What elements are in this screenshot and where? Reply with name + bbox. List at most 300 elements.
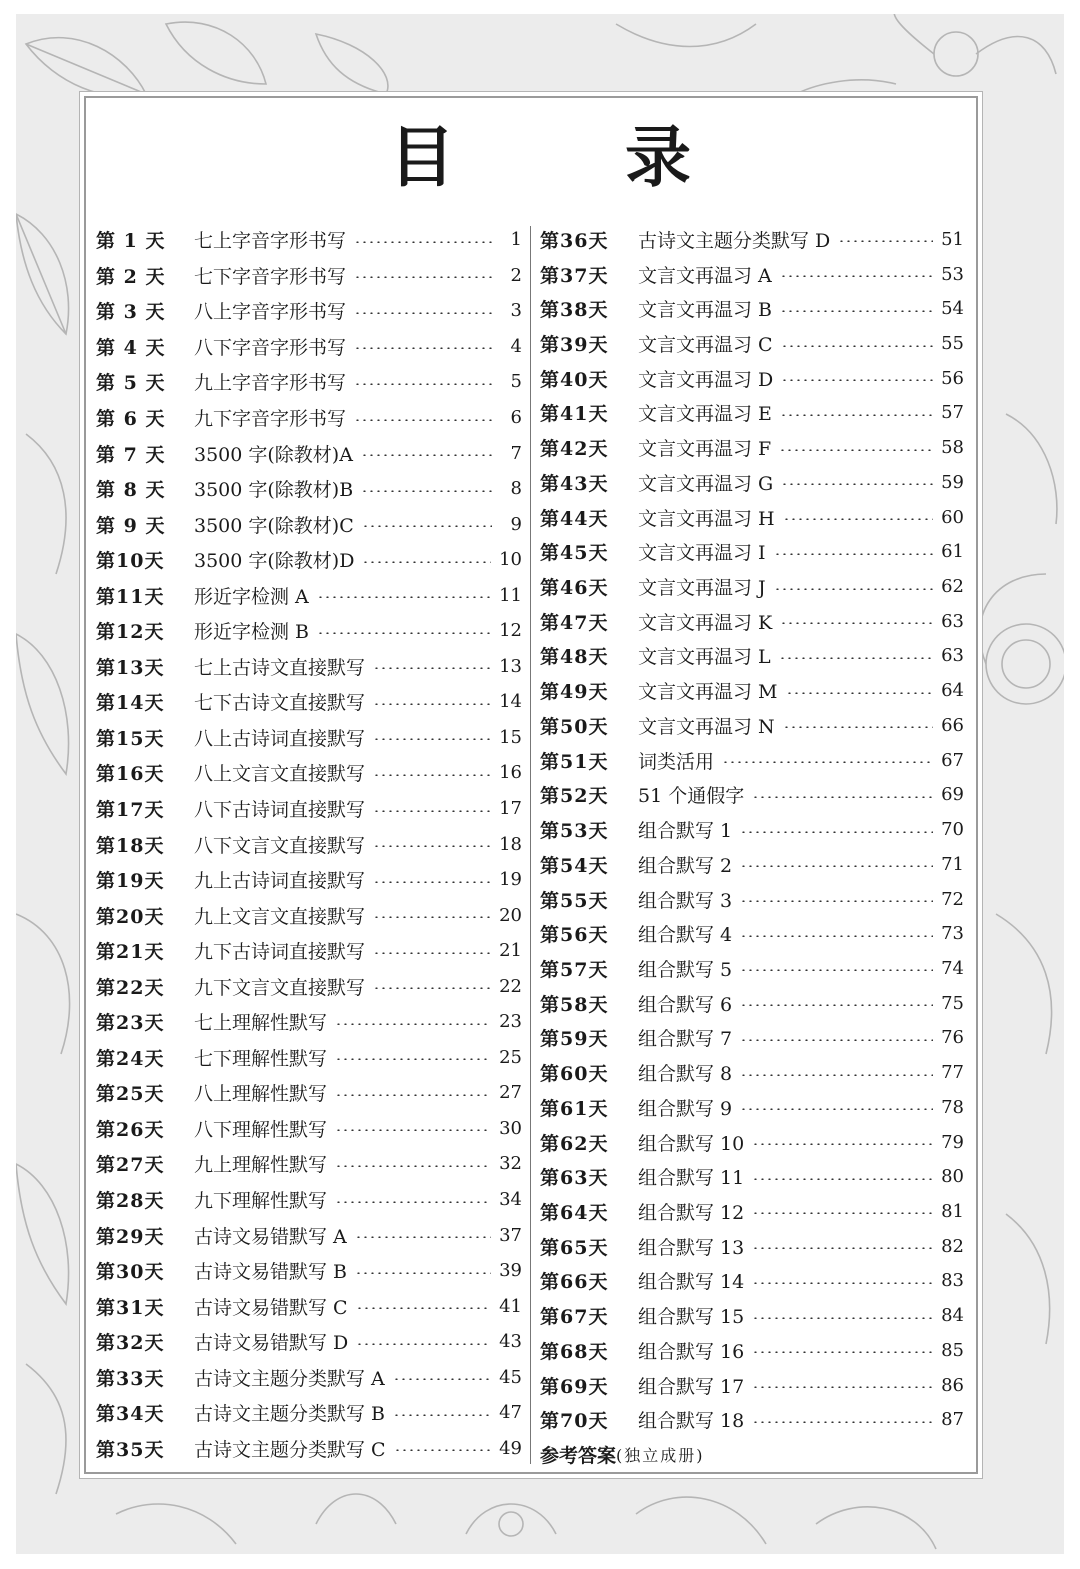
toc-leader-dots <box>373 987 491 989</box>
toc-leader-dots <box>373 810 491 812</box>
toc-title: 组合默写 4 <box>638 924 733 947</box>
toc-title: 九下理解性默写 <box>194 1190 328 1213</box>
toc-leader-dots <box>752 1143 933 1145</box>
contents-column-left <box>96 222 522 1466</box>
toc-leader-dots <box>335 1058 491 1060</box>
answer-label: 参考答案 <box>540 1444 617 1467</box>
toc-entry[interactable] <box>540 326 964 361</box>
toc-day: 第 2 天 <box>96 265 166 288</box>
toc-entry[interactable] <box>96 542 522 578</box>
toc-day: 第12天 <box>96 621 165 644</box>
toc-entry[interactable] <box>540 222 964 257</box>
toc-title: 形近字检测 B <box>194 621 310 644</box>
toc-leader-dots <box>740 865 933 867</box>
toc-leader-dots <box>335 1165 491 1167</box>
toc-leader-dots <box>740 1039 933 1041</box>
toc-page-number: 55 <box>941 333 964 355</box>
toc-leader-dots <box>356 1343 491 1345</box>
toc-day: 第20天 <box>96 905 165 928</box>
toc-page-number: 66 <box>941 714 964 736</box>
toc-leader-dots <box>354 276 492 278</box>
toc-entry[interactable] <box>540 1125 964 1160</box>
toc-day: 第54天 <box>540 854 609 877</box>
toc-title: 七上理解性默写 <box>194 1012 328 1035</box>
toc-page-number: 82 <box>941 1235 964 1257</box>
toc-page-number: 19 <box>499 869 522 891</box>
toc-entry[interactable] <box>540 396 964 431</box>
toc-leader-dots <box>722 761 933 763</box>
toc-title: 3500 字(除教材)C <box>194 514 354 537</box>
toc-entry[interactable] <box>540 986 964 1021</box>
toc-leader-dots <box>779 449 933 451</box>
toc-leader-dots <box>780 275 933 277</box>
toc-title: 组合默写 14 <box>638 1271 745 1294</box>
toc-page-number: 9 <box>510 513 522 535</box>
toc-page-number: 59 <box>941 471 964 493</box>
toc-day: 第32天 <box>96 1332 165 1355</box>
toc-page-number: 63 <box>941 610 964 632</box>
toc-page-number: 22 <box>499 975 522 997</box>
toc-page-number: 58 <box>941 437 964 459</box>
toc-day: 第28天 <box>96 1190 165 1213</box>
toc-leader-dots <box>752 1247 933 1249</box>
toc-leader-dots <box>740 1108 933 1110</box>
toc-title: 组合默写 15 <box>638 1306 745 1329</box>
toc-title: 七下字音字形书写 <box>194 265 347 288</box>
toc-title: 九下字音字形书写 <box>194 408 347 430</box>
column-divider <box>530 226 531 1464</box>
toc-page-number: 10 <box>499 549 522 571</box>
toc-leader-dots <box>373 703 491 705</box>
toc-day: 第58天 <box>540 993 609 1016</box>
toc-leader-dots <box>335 1129 491 1131</box>
toc-leader-dots <box>335 1023 491 1025</box>
toc-page-number: 45 <box>499 1366 522 1388</box>
toc-title: 文言文再温习 F <box>638 438 772 461</box>
toc-leader-dots <box>354 347 492 349</box>
toc-entry[interactable] <box>96 1288 522 1324</box>
toc-leader-dots <box>752 1282 933 1284</box>
toc-day: 第 9 天 <box>96 514 166 537</box>
toc-title: 文言文再温习 J <box>638 577 766 600</box>
toc-entry[interactable] <box>96 862 522 898</box>
toc-leader-dots <box>373 738 491 740</box>
toc-day: 第65天 <box>540 1236 609 1259</box>
toc-page-number: 37 <box>499 1224 522 1246</box>
toc-page-number: 78 <box>941 1096 964 1118</box>
toc-title: 九上理解性默写 <box>194 1154 328 1177</box>
toc-entry[interactable] <box>540 639 964 674</box>
toc-entry[interactable] <box>96 329 522 365</box>
toc-entry[interactable] <box>540 1333 964 1368</box>
toc-title: 七上字音字形书写 <box>194 230 347 253</box>
toc-page-number: 61 <box>941 541 964 563</box>
toc-day: 第15天 <box>96 727 165 750</box>
toc-day: 第68天 <box>540 1340 609 1363</box>
toc-entry[interactable] <box>540 708 964 743</box>
toc-leader-dots <box>361 454 492 456</box>
toc-title: 八下字音字形书写 <box>194 336 347 359</box>
toc-title: 文言文再温习 H <box>638 507 775 530</box>
toc-entry[interactable] <box>540 500 964 535</box>
toc-entry[interactable] <box>96 293 522 329</box>
toc-entry[interactable] <box>540 1298 964 1333</box>
toc-page-number: 84 <box>941 1305 964 1327</box>
toc-title: 组合默写 10 <box>638 1132 745 1155</box>
toc-entry[interactable] <box>540 951 964 986</box>
toc-page-number: 30 <box>499 1117 522 1139</box>
toc-entry[interactable] <box>540 604 964 639</box>
toc-leader-dots <box>355 1236 491 1238</box>
toc-entry[interactable] <box>540 291 964 326</box>
toc-entry[interactable] <box>96 1004 522 1040</box>
toc-leader-dots <box>317 632 491 634</box>
toc-entry[interactable] <box>540 1090 964 1125</box>
toc-leader-dots <box>838 240 933 242</box>
toc-day: 第59天 <box>540 1028 609 1051</box>
toc-leader-dots <box>780 310 933 312</box>
toc-leader-dots <box>317 596 491 598</box>
toc-title: 古诗文易错默写 C <box>194 1296 348 1319</box>
toc-entry[interactable] <box>540 1402 964 1437</box>
toc-day: 第61天 <box>540 1097 609 1120</box>
toc-title: 组合默写 1 <box>638 820 733 843</box>
toc-day: 第47天 <box>540 611 609 634</box>
toc-leader-dots <box>752 1178 933 1180</box>
toc-entry[interactable] <box>96 933 522 969</box>
toc-entry[interactable] <box>96 649 522 685</box>
toc-day: 第17天 <box>96 799 165 822</box>
toc-title: 八下古诗词直接默写 <box>194 799 366 822</box>
toc-leader-dots <box>752 796 933 798</box>
toc-leader-dots <box>752 1212 933 1214</box>
toc-entry[interactable] <box>540 465 964 500</box>
toc-day: 第52天 <box>540 785 609 808</box>
toc-day: 第36天 <box>540 229 609 252</box>
toc-page-number: 6 <box>510 407 522 428</box>
toc-title: 组合默写 18 <box>638 1410 745 1433</box>
toc-entry[interactable] <box>96 435 522 471</box>
toc-title: 文言文再温习 C <box>638 334 773 357</box>
toc-title: 组合默写 3 <box>638 889 733 912</box>
toc-title: 古诗文易错默写 D <box>194 1332 349 1355</box>
toc-title: 八上理解性默写 <box>194 1083 328 1106</box>
toc-page-number: 81 <box>941 1200 964 1222</box>
toc-day: 第39天 <box>540 334 609 357</box>
toc-day: 第69天 <box>540 1375 609 1398</box>
toc-entry[interactable] <box>540 847 964 882</box>
toc-leader-dots <box>354 312 492 314</box>
toc-entry[interactable] <box>540 1229 964 1264</box>
toc-entry[interactable] <box>96 471 522 507</box>
toc-page-number: 23 <box>499 1011 522 1033</box>
toc-page-number: 54 <box>941 298 964 320</box>
toc-day: 第53天 <box>540 820 609 843</box>
toc-title: 古诗文易错默写 A <box>194 1225 347 1248</box>
toc-title: 七下理解性默写 <box>194 1047 328 1070</box>
toc-page-number: 87 <box>941 1409 964 1431</box>
toc-page-number: 64 <box>941 680 964 702</box>
toc-page-number: 13 <box>499 655 522 677</box>
toc-entry[interactable] <box>96 1217 522 1253</box>
toc-leader-dots <box>781 379 933 381</box>
toc-leader-dots <box>373 667 491 669</box>
toc-entry[interactable] <box>540 673 964 708</box>
toc-title: 八上文言文直接默写 <box>194 763 366 786</box>
toc-day: 第67天 <box>540 1306 609 1329</box>
toc-entry[interactable] <box>96 1146 522 1182</box>
toc-entry[interactable] <box>540 812 964 847</box>
toc-entry[interactable] <box>540 257 964 292</box>
toc-leader-dots <box>393 1378 491 1380</box>
toc-leader-dots <box>774 553 934 555</box>
toc-page-number: 3 <box>510 300 522 322</box>
toc-page-number: 51 <box>941 228 964 250</box>
toc-day: 第66天 <box>540 1271 609 1294</box>
toc-day: 第14天 <box>96 692 165 715</box>
toc-page-number: 49 <box>499 1437 522 1459</box>
toc-title: 九上古诗词直接默写 <box>194 870 366 893</box>
toc-page-number: 15 <box>499 726 522 748</box>
toc-title: 九下文言文直接默写 <box>194 976 366 999</box>
toc-day: 第70天 <box>540 1410 609 1433</box>
toc-entry[interactable] <box>540 778 964 813</box>
toc-page-number: 1 <box>510 229 522 251</box>
toc-entry[interactable] <box>96 400 522 436</box>
toc-entry[interactable] <box>540 361 964 396</box>
toc-page-number: 5 <box>510 371 522 393</box>
toc-title: 文言文再温习 G <box>638 472 774 495</box>
toc-day: 第24天 <box>96 1047 165 1070</box>
toc-day: 第35天 <box>96 1438 165 1461</box>
toc-title: 九上字音字形书写 <box>194 372 347 395</box>
toc-leader-dots <box>393 1414 491 1416</box>
toc-page-number: 67 <box>941 749 964 771</box>
answer-note: (独立成册) <box>616 1445 705 1465</box>
toc-entry[interactable] <box>96 1360 522 1396</box>
toc-day: 第18天 <box>96 834 165 857</box>
toc-page-number: 18 <box>499 833 522 855</box>
toc-entry[interactable] <box>96 577 522 613</box>
toc-title: 组合默写 7 <box>638 1028 733 1051</box>
toc-day: 第55天 <box>540 889 609 912</box>
toc-day: 第48天 <box>540 646 609 669</box>
toc-leader-dots <box>781 483 933 485</box>
toc-day: 第19天 <box>96 870 165 893</box>
toc-title: 九上文言文直接默写 <box>194 905 366 928</box>
toc-page-number: 11 <box>499 584 522 606</box>
toc-page-number: 21 <box>499 940 522 962</box>
toc-leader-dots <box>740 831 933 833</box>
toc-day: 第22天 <box>96 976 165 999</box>
toc-leader-dots <box>394 1449 492 1451</box>
toc-entry[interactable] <box>540 743 964 778</box>
toc-leader-dots <box>786 692 934 694</box>
toc-day: 第50天 <box>540 715 609 738</box>
toc-entry[interactable] <box>96 791 522 827</box>
toc-page-number: 47 <box>499 1402 522 1424</box>
toc-entry[interactable] <box>96 1040 522 1076</box>
toc-day: 第40天 <box>540 368 609 391</box>
toc-leader-dots <box>335 1201 491 1203</box>
toc-day: 第45天 <box>540 542 609 565</box>
toc-day: 第21天 <box>96 941 165 964</box>
toc-title: 3500 字(除教材)B <box>194 479 354 502</box>
toc-leader-dots <box>373 916 491 918</box>
toc-entry[interactable] <box>96 222 522 258</box>
toc-leader-dots <box>373 845 491 847</box>
toc-page-number: 34 <box>499 1189 522 1211</box>
toc-page-number: 74 <box>941 957 964 979</box>
toc-day: 第37天 <box>540 264 609 287</box>
toc-title: 文言文再温习 D <box>638 368 774 391</box>
toc-leader-dots <box>373 952 491 954</box>
toc-title: 八上字音字形书写 <box>194 301 347 324</box>
toc-entry[interactable] <box>540 430 964 465</box>
toc-entry[interactable] <box>96 720 522 756</box>
toc-page-number: 70 <box>941 819 964 841</box>
toc-day: 第49天 <box>540 681 609 704</box>
toc-entry[interactable] <box>96 1075 522 1111</box>
toc-title: 组合默写 9 <box>638 1097 733 1120</box>
toc-leader-dots <box>354 419 492 421</box>
toc-entry[interactable] <box>96 1253 522 1289</box>
toc-page-number: 39 <box>499 1260 522 1282</box>
toc-page-number: 20 <box>499 904 522 926</box>
toc-entry[interactable] <box>540 916 964 951</box>
toc-title: 形近字检测 A <box>194 585 309 608</box>
toc-entry[interactable] <box>96 897 522 933</box>
toc-leader-dots <box>783 726 933 728</box>
toc-page-number: 14 <box>499 691 522 713</box>
toc-entry[interactable] <box>540 1368 964 1403</box>
toc-entry[interactable] <box>96 506 522 542</box>
toc-entry[interactable] <box>96 968 522 1004</box>
toc-day: 第 7 天 <box>96 443 166 466</box>
toc-title: 组合默写 13 <box>638 1236 745 1259</box>
toc-page-number: 60 <box>941 506 964 528</box>
toc-title: 组合默写 16 <box>638 1340 745 1363</box>
toc-entry[interactable] <box>96 1111 522 1147</box>
toc-day: 第34天 <box>96 1403 165 1426</box>
toc-day: 第43天 <box>540 472 609 495</box>
toc-title: 文言文再温习 A <box>638 264 772 287</box>
toc-entry[interactable] <box>96 258 522 294</box>
toc-page-number: 80 <box>941 1166 964 1188</box>
toc-day: 第63天 <box>540 1167 609 1190</box>
toc-title: 古诗文易错默写 B <box>194 1261 348 1284</box>
toc-title: 九下古诗词直接默写 <box>194 941 366 964</box>
toc-page-number: 16 <box>499 762 522 784</box>
toc-entry[interactable] <box>96 684 522 720</box>
toc-leader-dots <box>783 518 933 520</box>
toc-title: 文言文再温习 B <box>638 299 773 322</box>
toc-day: 第 1 天 <box>96 230 166 253</box>
toc-day: 第13天 <box>96 656 165 679</box>
toc-page-number: 4 <box>510 335 522 357</box>
toc-page-number: 27 <box>499 1082 522 1104</box>
toc-entry[interactable] <box>96 826 522 862</box>
toc-entry[interactable] <box>96 613 522 649</box>
toc-leader-dots <box>780 622 933 624</box>
toc-entry[interactable] <box>96 1431 522 1467</box>
toc-entry[interactable] <box>540 1264 964 1299</box>
toc-day: 第16天 <box>96 763 165 786</box>
toc-title: 组合默写 17 <box>638 1375 745 1398</box>
toc-page-number: 57 <box>941 402 964 424</box>
toc-title: 八上古诗词直接默写 <box>194 727 366 750</box>
toc-page-number: 25 <box>499 1046 522 1068</box>
toc-leader-dots <box>361 490 492 492</box>
toc-page-number: 77 <box>941 1062 964 1084</box>
toc-leader-dots <box>362 561 491 563</box>
toc-entry[interactable] <box>540 1159 964 1194</box>
toc-entry[interactable] <box>96 1324 522 1360</box>
toc-day: 第64天 <box>540 1201 609 1224</box>
toc-leader-dots <box>752 1421 933 1423</box>
toc-day: 第11天 <box>96 585 165 608</box>
toc-entry[interactable] <box>540 1021 964 1056</box>
toc-day: 第46天 <box>540 577 609 600</box>
toc-entry[interactable] <box>96 755 522 791</box>
toc-day: 第 3 天 <box>96 301 166 324</box>
toc-title: 古诗文主题分类默写 B <box>194 1403 386 1426</box>
toc-day: 第38天 <box>540 299 609 322</box>
toc-title: 八下文言文直接默写 <box>194 834 366 857</box>
toc-page-number: 86 <box>941 1374 964 1396</box>
toc-entry[interactable] <box>96 1182 522 1218</box>
toc-leader-dots <box>752 1386 933 1388</box>
toc-leader-dots <box>740 900 933 902</box>
toc-entry[interactable] <box>96 1395 522 1431</box>
toc-leader-dots <box>779 657 933 659</box>
toc-title: 文言文再温习 N <box>638 715 775 738</box>
toc-page-number: 56 <box>941 367 964 389</box>
toc-entry[interactable] <box>540 1055 964 1090</box>
toc-day: 第56天 <box>540 924 609 947</box>
toc-title: 文言文再温习 I <box>638 542 766 565</box>
toc-day: 第57天 <box>540 958 609 981</box>
toc-day: 第33天 <box>96 1367 165 1390</box>
toc-title: 51 个通假字 <box>638 785 745 808</box>
toc-title: 组合默写 2 <box>638 854 733 877</box>
toc-day: 第51天 <box>540 750 609 773</box>
toc-day: 第60天 <box>540 1063 609 1086</box>
toc-title: 3500 字(除教材)D <box>194 550 355 573</box>
toc-page-number: 62 <box>941 576 964 598</box>
toc-entry[interactable] <box>540 882 964 917</box>
toc-day: 第25天 <box>96 1083 165 1106</box>
toc-entry[interactable] <box>540 534 964 569</box>
toc-page-number: 85 <box>941 1339 964 1361</box>
toc-page-number: 7 <box>510 442 522 464</box>
toc-title: 八下理解性默写 <box>194 1118 328 1141</box>
toc-entry[interactable] <box>96 364 522 400</box>
toc-entry[interactable] <box>540 569 964 604</box>
toc-page-number: 75 <box>941 992 964 1014</box>
toc-leader-dots <box>740 935 933 937</box>
toc-leader-dots <box>355 1272 491 1274</box>
toc-leader-dots <box>373 774 491 776</box>
toc-page-number: 72 <box>941 888 964 910</box>
toc-title: 组合默写 11 <box>638 1167 745 1190</box>
toc-entry[interactable] <box>540 1194 964 1229</box>
toc-page-number: 43 <box>499 1331 522 1353</box>
toc-leader-dots <box>752 1351 933 1353</box>
toc-day: 第 5 天 <box>96 372 166 395</box>
toc-title: 古诗文主题分类默写 D <box>638 229 831 252</box>
toc-leader-dots <box>752 1317 933 1319</box>
